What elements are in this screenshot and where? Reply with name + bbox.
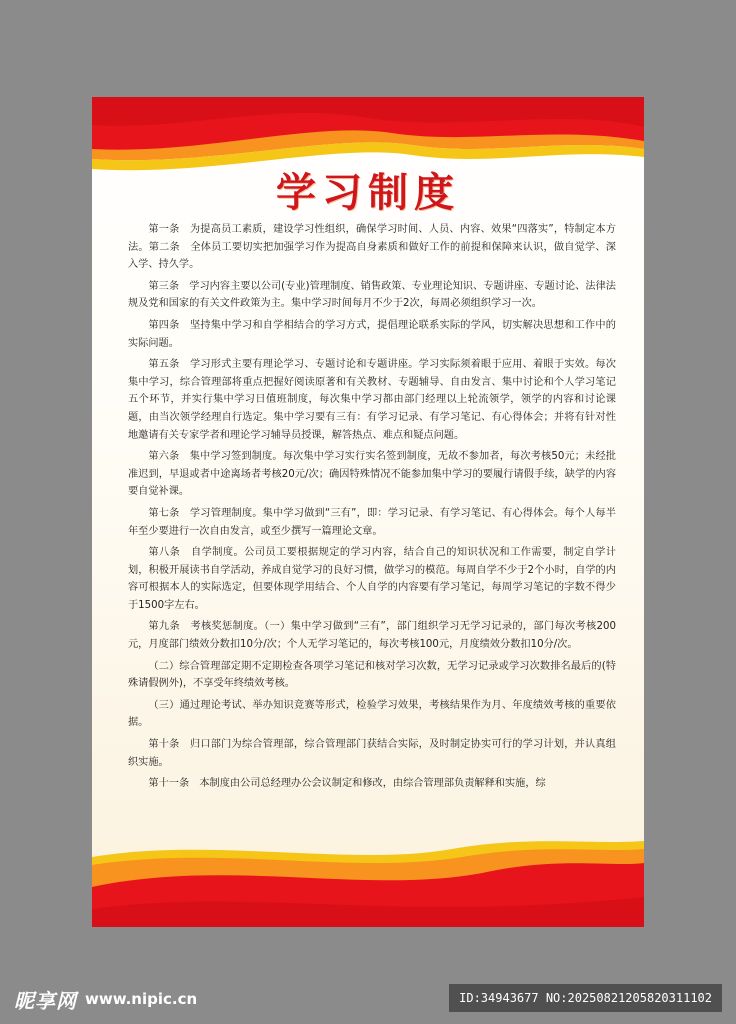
watermark: [14, 986, 197, 1012]
paragraph: 第三条 学习内容主要以公司(专业)管理制度、销售政策、专业理论知识、专题讲座、专题讨论、法律法规及党和国家的有关文件政策为主。集中学习时间每月不少于2次，每周必须组织学习一次。: [128, 280, 616, 310]
bottom-wave-decoration: [92, 827, 644, 927]
paragraph: 第十条 归口部门为综合管理部，综合管理部门获结合实际，及时制定协实可行的学习计划，并认真组织实施。: [128, 739, 616, 768]
watermark-url: www.nipic.cn: [85, 990, 198, 1008]
paragraph: 第一条 为提高员工素质，建设学习性组织，确保学习时间、人员、内容、效果“四落实”，特制定本方法。第二条 全体员工要切实把加强学习作为提高自身素质和做好工作的前提和保障来认识，做自觉学、深入学、持久学。: [128, 224, 616, 271]
poster: [92, 97, 644, 927]
image-id-badge: ID:34943677 NO:20250821205820311102: [449, 984, 722, 1012]
watermark-logo: 昵享网: [14, 988, 77, 1013]
paragraph: 第十一条 本制度由公司总经理办公会议制定和修改，由综合管理部负责解释和实施，综: [148, 778, 546, 790]
paragraph: 第七条 学习管理制度。集中学习做到“三有”，即：学习记录、有学习笔记、有心得体会。每个人每半年至少要进行一次自由发言，或至少撰写一篇理论文章。: [128, 507, 616, 537]
document-body: [128, 221, 616, 797]
paragraph: 第九条 考核奖惩制度。（一）集中学习做到“三有”，部门组织学习无学习记录的，部门每次考核200元，月度部门绩效分数扣10分/次；个人无学习笔记的，每次考核100元，月度绩效分数扣10分/次。: [128, 621, 616, 651]
paragraph: 第五条 学习形式主要有理论学习、专题讨论和专题讲座。学习实际须着眼于应用、着眼于实效。每次集中学习，综合管理部将重点把握好阅读原著和有关教材、专题辅导、自由发言、集中讨论和个人学习笔记五个环节，并实行集中学习日值班制度，每次集中学习都由部门经理以上轮流领学，领学的内容和讨论课题，由当次领学经理自行选定。集中学习要有三有：有学习记录、有学习笔记、有心得体会；并将有针对性地邀请有关专家学者和理论学习辅导员授课，解答热点、难点和疑点问题。: [128, 359, 616, 441]
paragraph: （三）通过理论考试、举办知识竞赛等形式，检验学习效果，考核结果作为月、年度绩效考核的重要依据。: [128, 699, 616, 729]
paragraph: 第六条 集中学习签到制度。每次集中学习实行实名签到制度，无故不参加者，每次考核50元；未经批准迟到，早退或者中途离场者考核20元/次；确因特殊情况不能参加集中学习的要履行请假手续，缺学的内容要自觉补课。: [128, 451, 616, 498]
page-title: 学习制度: [276, 169, 460, 216]
paragraph: 第四条 坚持集中学习和自学相结合的学习方式，提倡理论联系实际的学风，切实解决思想和工作中的实际问题。: [128, 319, 616, 349]
paragraph: （二）综合管理部定期不定期检查各项学习笔记和核对学习次数，无学习记录或学习次数排名最后的(特殊请假例外)，不享受年终绩效考核。: [128, 660, 616, 690]
paragraph: 第八条 自学制度。公司员工要根据规定的学习内容，结合自己的知识状况和工作需要，制定自学计划，积极开展读书自学活动，养成自觉学习的良好习惯，做学习的模范。每周自学不少于2个小时，自学的内容可根据本人的实际选定，但要体现学用结合、个人自学的内容要有学习笔记，每周学习笔记的字数不得少于1500字左右。: [128, 547, 616, 611]
